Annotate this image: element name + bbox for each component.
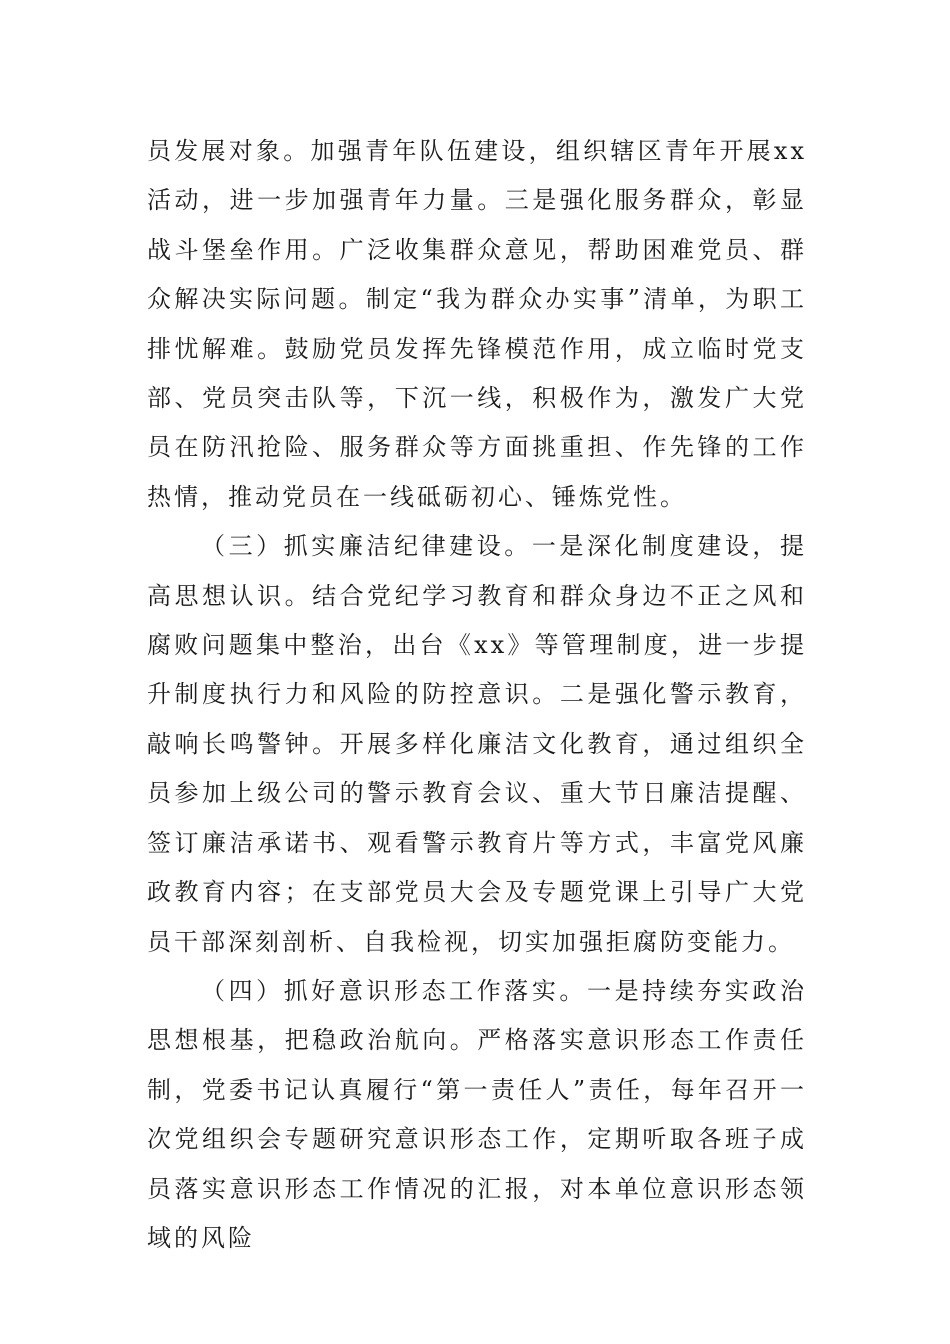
paragraph-continuation: 员发展对象。加强青年队伍建设，组织辖区青年开展xx活动，进一步加强青年力量。三是强化服务群众，彰显战斗堡垒作用。广泛收集群众意见，帮助困难党员、群众解决实际问题。制定“我为群众办实事”清单，为职工排忧解难。鼓励党员发挥先锋模范作用，成立临时党支部、党员突击队等，下沉一线，积极作为，激发广大党员在防汛抢险、服务群众等方面挑重担、作先锋的工作热情，推动党员在一线砥砺初心、锤炼党性。	[147, 137, 807, 511]
paragraph-ideology-work: （四）抓好意识形态工作落实。一是持续夯实政治思想根基，把稳政治航向。严格落实意识形态工作责任制，党委书记认真履行“第一责任人”责任，每年召开一次党组织会专题研究意识形态工作，定期听取各班子成员落实意识形态工作情况的汇报，对本单位意识形态领域的风险	[147, 976, 807, 1252]
paragraph-integrity-discipline: （三）抓实廉洁纪律建设。一是深化制度建设，提高思想认识。结合党纪学习教育和群众身边不正之风和腐败问题集中整治，出台《xx》等管理制度，进一步提升制度执行力和风险的防控意识。二是强化警示教育，敲响长鸣警钟。开展多样化廉洁文化教育，通过组织全员参加上级公司的警示教育会议、重大节日廉洁提醒、签订廉洁承诺书、观看警示教育片等方式，丰富党风廉政教育内容；在支部党员大会及专题党课上引导广大党员干部深刻剖析、自我检视，切实加强拒腐防变能力。	[147, 532, 807, 956]
document-body	[147, 127, 807, 1263]
